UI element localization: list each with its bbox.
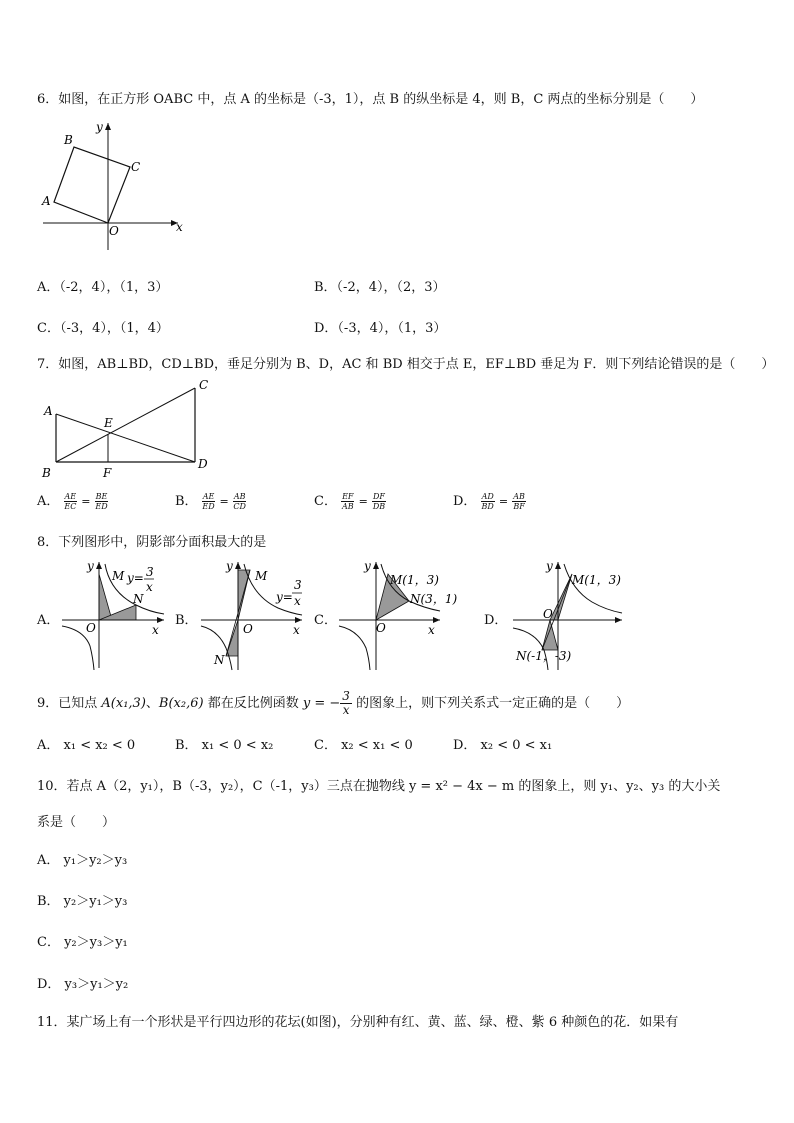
q8a-num: 3 bbox=[146, 565, 154, 579]
q6-label-x: x bbox=[176, 220, 183, 234]
q7-option-b-lhs: $\frac{AE}{ED}$ bbox=[202, 492, 215, 511]
q10-option-c[interactable]: C． y₂＞y₃＞y₁ bbox=[37, 935, 128, 950]
q10-option-d[interactable]: D． y₃＞y₁＞y₂ bbox=[37, 977, 129, 992]
q8b-O: O bbox=[243, 622, 253, 636]
q8d-O: O bbox=[543, 607, 553, 621]
q8c-N: N(3，1) bbox=[410, 592, 458, 606]
q7-option-c[interactable]: C． $\frac{EF}{AB}$ = $\frac{DF}{DB}$ bbox=[314, 492, 386, 511]
q10-option-b[interactable]: B． y₂＞y₁＞y₃ bbox=[37, 894, 128, 909]
q8c-x: x bbox=[428, 623, 435, 637]
q11-text: 11．某广场上有一个形状是平行四边形的花坛(如图)，分别种有红、黄、蓝、绿、橙、紫 6 种颜色的花．如果有 bbox=[37, 1015, 679, 1030]
q8a-eq: y= bbox=[127, 571, 144, 585]
q8a-N: N bbox=[133, 592, 144, 606]
q7-option-c-rhs: $\frac{DF}{DB}$ bbox=[372, 492, 386, 511]
q6-label-A: A bbox=[42, 194, 51, 208]
q6-label-C: C bbox=[131, 160, 141, 174]
q6-label-B: B bbox=[64, 133, 73, 147]
q9-option-c[interactable]: C． x₂ < x₁ < 0 bbox=[314, 738, 413, 753]
q8b-x: x bbox=[293, 623, 300, 637]
q9-option-a[interactable]: A． x₁ < x₂ < 0 bbox=[37, 738, 136, 753]
q10-option-a[interactable]: A． y₁＞y₂＞y₃ bbox=[37, 853, 128, 868]
q7-option-c-lhs: $\frac{EF}{AB}$ bbox=[341, 492, 354, 511]
q7-option-a-label: A． bbox=[37, 494, 60, 509]
q7-figure bbox=[38, 376, 218, 484]
q9-option-d[interactable]: D． x₂ < 0 < x₁ bbox=[453, 738, 553, 753]
q7-option-c-label: C． bbox=[314, 494, 337, 509]
q9-func-lhs: y = − bbox=[302, 696, 341, 711]
q9-sep: 、 bbox=[145, 696, 159, 711]
q8b-y: y bbox=[226, 559, 233, 573]
q8-figure-b bbox=[198, 558, 308, 673]
q7-option-d-label: D． bbox=[453, 494, 477, 509]
q7-label-A: A bbox=[44, 404, 53, 418]
q9-mid: 都在反比例函数 bbox=[207, 696, 299, 711]
q8-figure-c bbox=[336, 558, 456, 673]
q7-option-b-rhs: $\frac{AB}{CD}$ bbox=[233, 492, 246, 511]
q6-option-b[interactable]: B．（-2，4），（2，3） bbox=[314, 280, 446, 295]
q7-option-b[interactable]: B． $\frac{AE}{ED}$ = $\frac{AB}{CD}$ bbox=[175, 492, 246, 511]
q8-option-d[interactable]: D． bbox=[484, 613, 508, 628]
q7-option-b-label: B． bbox=[175, 494, 198, 509]
q8c-y: y bbox=[364, 559, 371, 573]
q8-option-c[interactable]: C． bbox=[314, 613, 337, 628]
q7-option-a-lhs: $\frac{AE}{EC}$ bbox=[64, 492, 77, 511]
q8a-O: O bbox=[86, 621, 96, 635]
q9-prefix: 9．已知点 bbox=[37, 696, 98, 711]
q9-func-frac: $\frac{3}{x}$ bbox=[342, 689, 350, 717]
q6-figure bbox=[38, 117, 188, 257]
q9-suffix: 的图象上，则下列关系式一定正确的是（ ） bbox=[356, 696, 630, 711]
q9-text bbox=[37, 690, 629, 717]
q8-option-b[interactable]: B． bbox=[175, 613, 198, 628]
q8a-den: x bbox=[146, 580, 153, 594]
q7-text: 7．如图，AB⊥BD，CD⊥BD，垂足分别为 B、D，AC 和 BD 相交于点 E，EF⊥BD 垂足为 F．则下列结论错误的是（ ） bbox=[37, 357, 775, 372]
q8d-y: y bbox=[546, 559, 553, 573]
q8d-M: M(1，3) bbox=[572, 573, 621, 587]
q6-label-y: y bbox=[96, 120, 103, 134]
q7-label-F: F bbox=[103, 466, 112, 480]
q9-option-b[interactable]: B． x₁ < 0 < x₂ bbox=[175, 738, 274, 753]
q8-option-a[interactable]: A． bbox=[37, 613, 60, 628]
q9-point-b: B(x₂,6) bbox=[158, 696, 204, 711]
q6-option-a[interactable]: A．（-2，4），（1，3） bbox=[37, 280, 169, 295]
q8b-N: N bbox=[214, 653, 225, 667]
q8-figure-a bbox=[60, 558, 170, 673]
q7-label-C: C bbox=[199, 378, 209, 392]
q8a-y: y bbox=[87, 559, 94, 573]
q8b-den: x bbox=[294, 594, 301, 608]
q10-line1: 10．若点 A（2，y₁），B（-3，y₂），C（-1，y₃）三点在抛物线 y = x² − 4x − m 的图象上，则 y₁、y₂、y₃ 的大小关 bbox=[37, 779, 721, 794]
q6-option-d[interactable]: D．（-3，4），（1，3） bbox=[314, 321, 447, 336]
q8a-x: x bbox=[152, 623, 159, 637]
q7-label-D: D bbox=[198, 457, 208, 471]
q8b-num: 3 bbox=[294, 578, 302, 592]
q7-option-d-rhs: $\frac{AB}{BF}$ bbox=[513, 492, 525, 511]
q8-text: 8．下列图形中，阴影部分面积最大的是 bbox=[37, 535, 267, 550]
q8c-M: M(1，3) bbox=[390, 573, 439, 587]
q10-line2: 系是（ ） bbox=[37, 815, 116, 830]
q7-label-E: E bbox=[104, 416, 113, 430]
q8b-eq: y= bbox=[276, 590, 293, 604]
q9-point-a: A(x₁,3) bbox=[101, 696, 146, 711]
q8-figure-d bbox=[510, 558, 630, 673]
q8a-M: M bbox=[112, 569, 125, 583]
q8d-N: N(-1，-3) bbox=[516, 649, 572, 663]
q7-option-a[interactable]: A． $\frac{AE}{EC}$ = $\frac{BE}{ED}$ bbox=[37, 492, 108, 511]
q6-label-O: O bbox=[109, 224, 119, 238]
q6-text: 6．如图，在正方形 OABC 中，点 A 的坐标是（-3，1），点 B 的纵坐标是 4，则 B，C 两点的坐标分别是（ ） bbox=[37, 92, 704, 107]
q8b-M: M bbox=[255, 569, 268, 583]
q7-option-d-lhs: $\frac{AD}{BD}$ bbox=[481, 492, 494, 511]
q8c-O: O bbox=[376, 621, 386, 635]
q6-option-c[interactable]: C．（-3，4），（1，4） bbox=[37, 321, 169, 336]
q7-option-d[interactable]: D． $\frac{AD}{BD}$ = $\frac{AB}{BF}$ bbox=[453, 492, 525, 511]
q7-label-B: B bbox=[42, 466, 51, 480]
q7-option-a-rhs: $\frac{BE}{ED}$ bbox=[95, 492, 108, 511]
